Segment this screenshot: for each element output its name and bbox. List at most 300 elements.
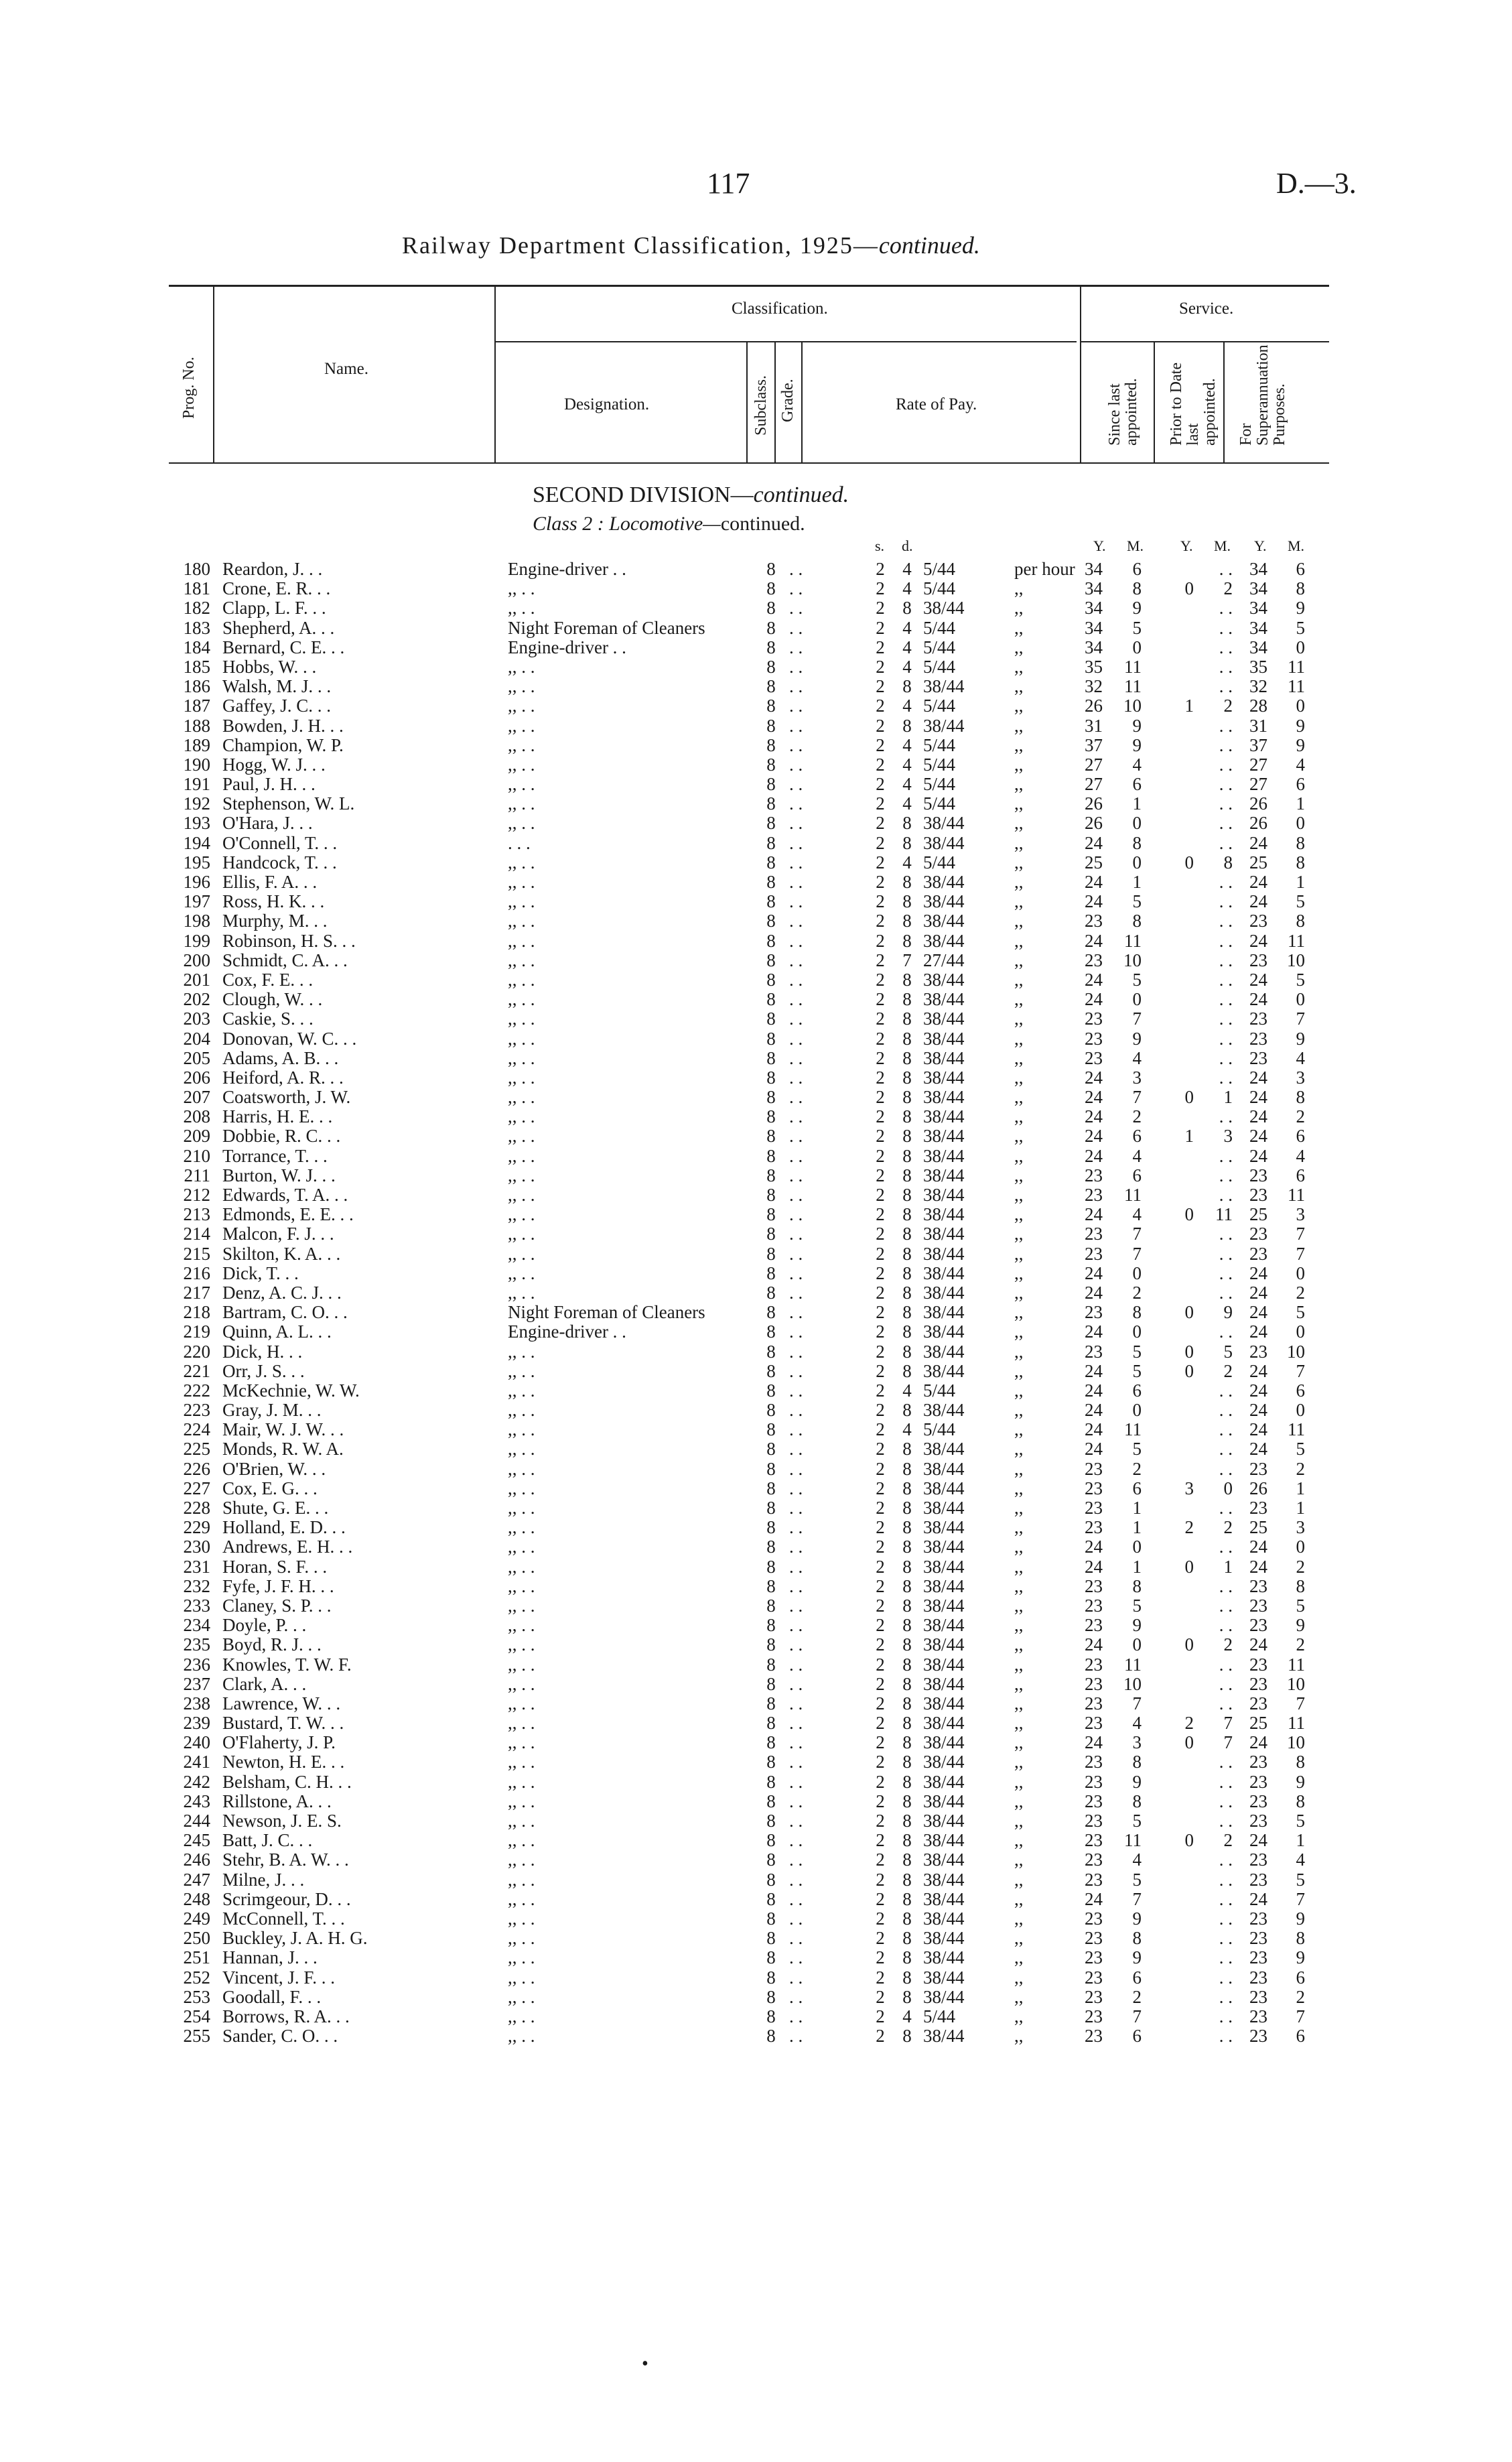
divider-since	[1154, 342, 1155, 464]
pay-pence: 8	[902, 1967, 912, 1988]
subclass: 8	[766, 1850, 776, 1870]
since-months: 9	[1132, 1028, 1142, 1049]
table-row	[0, 619, 1512, 638]
since-months: 11	[1124, 1830, 1142, 1851]
designation: ,, . .	[508, 598, 535, 619]
designation: ,, . .	[508, 1869, 535, 1890]
grade: . .	[789, 1165, 803, 1185]
prog-number: 214	[183, 1224, 210, 1244]
pay-period: ,,	[1014, 1478, 1024, 1498]
grade: . .	[789, 1185, 803, 1205]
prior-months: . .	[1219, 774, 1233, 795]
prior-months: 3	[1223, 1126, 1233, 1147]
employee-name: Murphy, M. . .	[222, 911, 328, 931]
pay-period: ,,	[1014, 1967, 1024, 1988]
subclass: 8	[766, 832, 776, 853]
pay-shillings: 2	[876, 1009, 885, 1029]
prior-months: . .	[1219, 1615, 1233, 1636]
since-years: 23	[1085, 2006, 1103, 2026]
employee-name: Gaffey, J. C. . .	[222, 696, 331, 716]
divider-designation	[746, 342, 748, 464]
since-months: 1	[1132, 1556, 1142, 1577]
prior-months: . .	[1219, 1028, 1233, 1049]
super-months: 5	[1296, 1302, 1305, 1323]
pay-period: ,,	[1014, 1830, 1024, 1851]
subclass: 8	[766, 793, 776, 814]
prior-months: . .	[1219, 754, 1233, 775]
super-months: 11	[1288, 1654, 1305, 1675]
since-years: 23	[1085, 1967, 1103, 1988]
pay-shillings: 2	[876, 1634, 885, 1655]
prior-months: . .	[1219, 559, 1233, 579]
employee-name: Gray, J. M. . .	[222, 1400, 322, 1421]
prior-months: 2	[1223, 1360, 1233, 1381]
since-years: 27	[1085, 774, 1103, 795]
pay-fraction: 38/44	[923, 1341, 965, 1362]
pay-shillings: 2	[876, 950, 885, 970]
divider-subclass	[774, 342, 776, 464]
pay-fraction: 38/44	[923, 1986, 965, 2007]
table-row	[0, 2026, 1512, 2046]
super-years: 23	[1249, 1869, 1267, 1890]
prior-months: . .	[1219, 1498, 1233, 1518]
pay-period: ,,	[1014, 1693, 1024, 1713]
designation: Night Foreman of Cleaners	[508, 1302, 705, 1323]
employee-name: Newson, J. E. S.	[222, 1811, 342, 1831]
employee-name: Stephenson, W. L.	[222, 793, 355, 814]
designation: ,, . .	[508, 1478, 535, 1498]
employee-name: Hogg, W. J. . .	[222, 754, 326, 775]
since-months: 9	[1132, 598, 1142, 619]
designation: ,, . .	[508, 1419, 535, 1440]
divider-prog	[213, 285, 214, 464]
super-years: 24	[1249, 1145, 1267, 1166]
since-years: 23	[1085, 1947, 1103, 1968]
grade: . .	[789, 1830, 803, 1851]
prior-years: 0	[1184, 1302, 1194, 1323]
subclass: 8	[766, 1498, 776, 1518]
employee-name: Rillstone, A. . .	[222, 1791, 332, 1811]
super-years: 35	[1249, 656, 1267, 677]
pay-shillings: 2	[876, 1517, 885, 1538]
pay-pence: 8	[902, 1575, 912, 1596]
designation: ,, . .	[508, 891, 535, 912]
since-months: 1	[1132, 1498, 1142, 1518]
pay-shillings: 2	[876, 754, 885, 775]
unit-prior-years: Y.	[1180, 537, 1193, 554]
since-months: 7	[1132, 1693, 1142, 1713]
designation: ,, . .	[508, 2026, 535, 2047]
designation: ,, . .	[508, 1654, 535, 1675]
pay-pence: 8	[902, 1360, 912, 1381]
super-months: 9	[1296, 734, 1305, 755]
pay-fraction: 5/44	[923, 559, 956, 579]
subclass: 8	[766, 1791, 776, 1811]
employee-name: Quinn, A. L. . .	[222, 1321, 332, 1342]
pay-pence: 4	[902, 734, 912, 755]
employee-name: O'Flaherty, J. P.	[222, 1732, 336, 1753]
pay-pence: 8	[902, 1615, 912, 1636]
since-years: 26	[1085, 793, 1103, 814]
super-months: 5	[1296, 969, 1305, 990]
prior-years: 0	[1184, 578, 1194, 599]
pay-pence: 8	[902, 1634, 912, 1655]
prior-months: . .	[1219, 832, 1233, 853]
table-row	[0, 911, 1512, 931]
subclass: 8	[766, 1537, 776, 1557]
prior-months: . .	[1219, 1850, 1233, 1870]
pay-fraction: 5/44	[923, 852, 956, 872]
prog-number: 189	[183, 734, 210, 755]
pay-shillings: 2	[876, 813, 885, 834]
super-months: 5	[1296, 1811, 1305, 1831]
pay-pence: 8	[902, 1028, 912, 1049]
designation: ,, . .	[508, 1439, 535, 1460]
table-row	[0, 1362, 1512, 1381]
grade: . .	[789, 676, 803, 697]
pay-period: ,,	[1014, 989, 1024, 1010]
designation: Engine-driver . .	[508, 559, 626, 579]
employee-name: Cox, F. E. . .	[222, 969, 314, 990]
employee-name: Doyle, P. . .	[222, 1615, 307, 1636]
header-service: Service.	[1179, 300, 1234, 318]
prog-number: 243	[183, 1791, 210, 1811]
since-years: 24	[1085, 930, 1103, 951]
pay-fraction: 38/44	[923, 1517, 965, 1538]
super-months: 6	[1296, 2026, 1305, 2047]
pay-shillings: 2	[876, 578, 885, 599]
employee-name: Dick, H. . .	[222, 1341, 303, 1362]
table-row	[0, 1870, 1512, 1890]
super-months: 6	[1296, 774, 1305, 795]
since-years: 23	[1085, 950, 1103, 970]
class-name: Class 2 : Locomotive—	[533, 513, 721, 535]
prior-months: . .	[1219, 1165, 1233, 1185]
table-row	[0, 814, 1512, 833]
super-years: 31	[1249, 715, 1267, 736]
designation: ,, . .	[508, 1595, 535, 1616]
prior-months: . .	[1219, 1282, 1233, 1303]
grade: . .	[789, 1047, 803, 1068]
pay-shillings: 2	[876, 1106, 885, 1127]
table-row	[0, 598, 1512, 618]
super-years: 37	[1249, 734, 1267, 755]
super-months: 0	[1296, 696, 1305, 716]
table-row	[0, 1264, 1512, 1283]
since-months: 8	[1132, 1302, 1142, 1323]
since-years: 24	[1085, 1204, 1103, 1225]
pay-shillings: 2	[876, 1400, 885, 1421]
since-years: 23	[1085, 1243, 1103, 1264]
prior-months: . .	[1219, 1595, 1233, 1616]
document-reference: D.—3.	[1276, 167, 1357, 200]
subclass: 8	[766, 715, 776, 736]
pay-period: ,,	[1014, 1262, 1024, 1283]
super-months: 8	[1296, 911, 1305, 931]
super-years: 24	[1249, 891, 1267, 912]
grade: . .	[789, 813, 803, 834]
employee-name: Paul, J. H. . .	[222, 774, 316, 795]
prior-months: . .	[1219, 1419, 1233, 1440]
table-row	[0, 1068, 1512, 1088]
pay-period: ,,	[1014, 1224, 1024, 1244]
subclass: 8	[766, 1556, 776, 1577]
subclass: 8	[766, 1185, 776, 1205]
prog-number: 232	[183, 1575, 210, 1596]
pay-fraction: 27/44	[923, 950, 965, 970]
table-row	[0, 716, 1512, 736]
prog-number: 231	[183, 1556, 210, 1577]
pay-shillings: 2	[876, 911, 885, 931]
pay-pence: 8	[902, 1752, 912, 1772]
grade: . .	[789, 1986, 803, 2007]
pay-pence: 8	[902, 989, 912, 1010]
since-years: 24	[1085, 1400, 1103, 1421]
since-months: 9	[1132, 1615, 1142, 1636]
table-row	[0, 1733, 1512, 1752]
table-row	[0, 1049, 1512, 1068]
pay-shillings: 2	[876, 1986, 885, 2007]
pay-pence: 8	[902, 1888, 912, 1909]
prior-months: . .	[1219, 1145, 1233, 1166]
subclass: 8	[766, 1888, 776, 1909]
designation: ,, . .	[508, 911, 535, 931]
super-years: 23	[1249, 1811, 1267, 1831]
prior-years: 2	[1184, 1713, 1194, 1734]
prior-months: . .	[1219, 598, 1233, 619]
employee-name: Knowles, T. W. F.	[222, 1654, 352, 1675]
super-months: 4	[1296, 1850, 1305, 1870]
super-years: 24	[1249, 969, 1267, 990]
prog-number: 180	[183, 559, 210, 579]
prog-number: 197	[183, 891, 210, 912]
pay-fraction: 38/44	[923, 1185, 965, 1205]
designation: ,, . .	[508, 1243, 535, 1264]
pay-shillings: 2	[876, 598, 885, 619]
employee-name: Clough, W. . .	[222, 989, 323, 1010]
since-years: 23	[1085, 1654, 1103, 1675]
pay-pence: 8	[902, 1067, 912, 1088]
subclass: 8	[766, 1693, 776, 1713]
pay-fraction: 38/44	[923, 1126, 965, 1147]
grade: . .	[789, 2026, 803, 2047]
since-months: 4	[1132, 1047, 1142, 1068]
prior-months: . .	[1219, 1693, 1233, 1713]
prog-number: 249	[183, 1908, 210, 1929]
grade: . .	[789, 1537, 803, 1557]
table-row	[0, 1811, 1512, 1831]
grade: . .	[789, 1262, 803, 1283]
prior-months: . .	[1219, 1673, 1233, 1694]
pay-fraction: 38/44	[923, 598, 965, 619]
designation: ,, . .	[508, 1204, 535, 1225]
designation: ,, . .	[508, 1615, 535, 1636]
super-years: 23	[1249, 1575, 1267, 1596]
subclass: 8	[766, 1595, 776, 1616]
table-row	[0, 1322, 1512, 1342]
pay-fraction: 38/44	[923, 930, 965, 951]
subclass: 8	[766, 1419, 776, 1440]
since-years: 23	[1085, 1575, 1103, 1596]
designation: ,, . .	[508, 1126, 535, 1147]
prog-number: 203	[183, 1009, 210, 1029]
super-years: 24	[1249, 1888, 1267, 1909]
subclass: 8	[766, 1732, 776, 1753]
table-row	[0, 1890, 1512, 1909]
prior-months: . .	[1219, 617, 1233, 638]
subclass: 8	[766, 1811, 776, 1831]
prior-months: 7	[1223, 1713, 1233, 1734]
since-years: 24	[1085, 1106, 1103, 1127]
pay-shillings: 2	[876, 1498, 885, 1518]
table-row	[0, 775, 1512, 794]
unit-super-months: M.	[1288, 537, 1305, 554]
since-months: 10	[1123, 1673, 1142, 1694]
prior-months: 2	[1223, 1517, 1233, 1538]
super-years: 24	[1249, 1262, 1267, 1283]
prog-number: 225	[183, 1439, 210, 1460]
since-months: 8	[1132, 1928, 1142, 1949]
pay-period: ,,	[1014, 676, 1024, 697]
grade: . .	[789, 1380, 803, 1401]
prior-months: 2	[1223, 1830, 1233, 1851]
prog-number: 235	[183, 1634, 210, 1655]
pay-pence: 8	[902, 1458, 912, 1479]
pay-pence: 8	[902, 1693, 912, 1713]
pay-period: ,,	[1014, 1067, 1024, 1088]
pay-shillings: 2	[876, 1928, 885, 1949]
designation: ,, . .	[508, 578, 535, 599]
prog-number: 181	[183, 578, 210, 599]
super-months: 2	[1296, 1634, 1305, 1655]
pay-shillings: 2	[876, 734, 885, 755]
grade: . .	[789, 930, 803, 951]
since-years: 35	[1085, 656, 1103, 677]
table-row	[0, 1460, 1512, 1479]
since-months: 5	[1132, 891, 1142, 912]
since-years: 23	[1085, 1341, 1103, 1362]
subclass: 8	[766, 1106, 776, 1127]
grade: . .	[789, 911, 803, 931]
designation: ,, . .	[508, 989, 535, 1010]
since-months: 8	[1132, 832, 1142, 853]
super-years: 26	[1249, 813, 1267, 834]
since-months: 3	[1132, 1732, 1142, 1753]
super-months: 2	[1296, 1106, 1305, 1127]
since-years: 23	[1085, 1458, 1103, 1479]
pay-fraction: 38/44	[923, 1165, 965, 1185]
pay-pence: 8	[902, 1302, 912, 1323]
pay-fraction: 38/44	[923, 1478, 965, 1498]
pay-shillings: 2	[876, 1243, 885, 1264]
super-months: 8	[1296, 832, 1305, 853]
pay-pence: 8	[902, 1321, 912, 1342]
since-months: 4	[1132, 1713, 1142, 1734]
since-months: 7	[1132, 2006, 1142, 2026]
since-months: 1	[1132, 872, 1142, 892]
pay-shillings: 2	[876, 1419, 885, 1440]
pay-fraction: 38/44	[923, 1224, 965, 1244]
pay-period: ,,	[1014, 1595, 1024, 1616]
designation: ,, . .	[508, 715, 535, 736]
since-months: 8	[1132, 1791, 1142, 1811]
subclass: 8	[766, 1126, 776, 1147]
prog-number: 240	[183, 1732, 210, 1753]
prior-months: 2	[1223, 1634, 1233, 1655]
subclass: 8	[766, 1341, 776, 1362]
since-months: 6	[1132, 559, 1142, 579]
prior-months: . .	[1219, 637, 1233, 657]
pay-period: ,,	[1014, 1517, 1024, 1538]
pay-fraction: 38/44	[923, 989, 965, 1010]
super-months: 2	[1296, 1986, 1305, 2007]
since-years: 23	[1085, 1673, 1103, 1694]
table-row	[0, 951, 1512, 970]
since-years: 23	[1085, 1713, 1103, 1734]
pay-fraction: 38/44	[923, 1360, 965, 1381]
since-years: 24	[1085, 832, 1103, 853]
super-years: 24	[1249, 1537, 1267, 1557]
prog-number: 216	[183, 1262, 210, 1283]
pay-period: ,,	[1014, 734, 1024, 755]
subclass: 8	[766, 1028, 776, 1049]
table-row	[0, 1635, 1512, 1655]
pay-shillings: 2	[876, 1615, 885, 1636]
designation: ,, . .	[508, 1087, 535, 1108]
prog-number: 244	[183, 1811, 210, 1831]
since-months: 7	[1132, 1243, 1142, 1264]
table-row	[0, 1850, 1512, 1870]
prog-number: 199	[183, 930, 210, 951]
designation: ,, . .	[508, 1693, 535, 1713]
pay-period: ,,	[1014, 1321, 1024, 1342]
employee-name: Andrews, E. H. . .	[222, 1537, 353, 1557]
prog-number: 213	[183, 1204, 210, 1225]
grade: . .	[789, 1947, 803, 1968]
super-months: 7	[1296, 1693, 1305, 1713]
since-months: 8	[1132, 1575, 1142, 1596]
grade: . .	[789, 1224, 803, 1244]
grade: . .	[789, 1732, 803, 1753]
employee-name: Batt, J. C. . .	[222, 1830, 313, 1851]
employee-name: Dobbie, R. C. . .	[222, 1126, 341, 1147]
grade: . .	[789, 1771, 803, 1792]
prog-number: 246	[183, 1850, 210, 1870]
table-row	[0, 1224, 1512, 1244]
grade: . .	[789, 734, 803, 755]
prog-number: 192	[183, 793, 210, 814]
super-years: 23	[1249, 1165, 1267, 1185]
since-years: 23	[1085, 911, 1103, 931]
designation: ,, . .	[508, 1967, 535, 1988]
pay-shillings: 2	[876, 774, 885, 795]
grade: . .	[789, 1204, 803, 1225]
pay-fraction: 38/44	[923, 1850, 965, 1870]
employee-name: Clapp, L. F. . .	[222, 598, 326, 619]
pay-period: ,,	[1014, 1341, 1024, 1362]
pay-shillings: 2	[876, 872, 885, 892]
subclass: 8	[766, 1439, 776, 1460]
pay-fraction: 5/44	[923, 578, 956, 599]
designation: ,, . .	[508, 1341, 535, 1362]
super-months: 10	[1287, 1673, 1305, 1694]
grade: . .	[789, 696, 803, 716]
employee-name: Bernard, C. E. . .	[222, 637, 345, 657]
designation: ,, . .	[508, 1947, 535, 1968]
designation: ,, . .	[508, 1262, 535, 1283]
pay-fraction: 38/44	[923, 1243, 965, 1264]
table-row	[0, 1401, 1512, 1420]
